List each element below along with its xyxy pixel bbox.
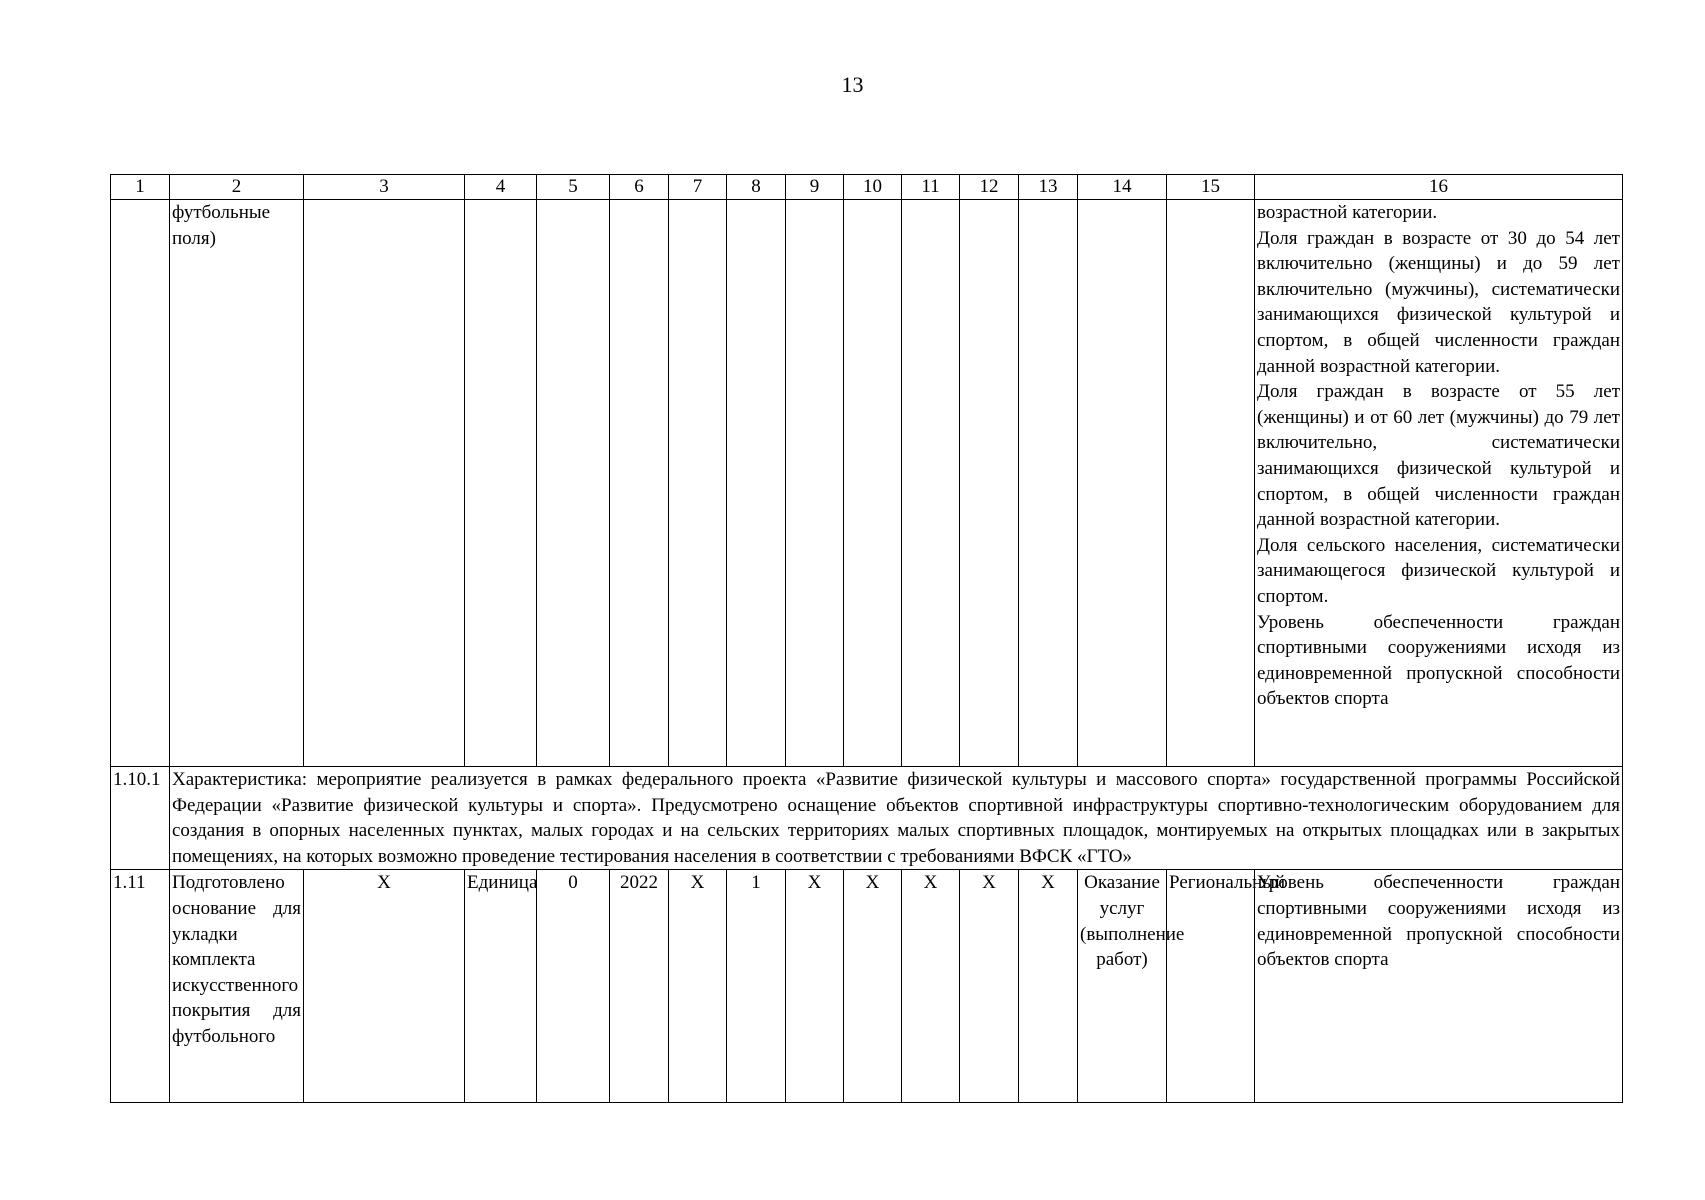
table-cell [610, 200, 669, 767]
header-cell: 10 [844, 175, 902, 200]
header-cell: 2 [170, 175, 304, 200]
header-cell: 6 [610, 175, 669, 200]
header-cell: 4 [465, 175, 537, 200]
table-cell [960, 200, 1019, 767]
table-cell-name: футбольные поля) [170, 200, 304, 767]
table-cell-year: 2022 [610, 870, 669, 1103]
table-cell-level: Региональный [1167, 870, 1255, 1103]
table-cell [537, 200, 610, 767]
table-cell [1167, 200, 1255, 767]
table-cell [304, 200, 465, 767]
header-cell: 13 [1019, 175, 1078, 200]
header-cell: 14 [1078, 175, 1167, 200]
table-cell: X [960, 870, 1019, 1103]
header-cell: 9 [786, 175, 844, 200]
table-cell: 0 [537, 870, 610, 1103]
table-cell: X [902, 870, 960, 1103]
characteristic-text: Характеристика: мероприятие реализуется в рамках федерального проекта «Развитие физической культуры и массового спорта» государственной программы Российской Федерации «Развитие физической культуры и спорта». Предусмотрено оснащение объектов спортивной инфраструктуры спортивно-технологическим оборудованием для создания в опорных населенных пунктах, малых городах и на сельских территориях малых спортивных площадок, монтируемых на открытых площадках или в закрытых помещениях, на которых возможно проведение тестирования населения в соответствии с требованиями ВФСК «ГТО» [170, 767, 1623, 870]
row-number: 1.10.1 [111, 767, 170, 870]
column-number-row [111, 175, 1623, 200]
table-row-1-11 [111, 870, 1623, 1103]
header-cell: 1 [111, 175, 170, 200]
table-cell-indicators [1255, 200, 1623, 767]
header-cell: 8 [727, 175, 786, 200]
table-cell [111, 200, 170, 767]
table-cell: 1 [727, 870, 786, 1103]
header-cell: 15 [1167, 175, 1255, 200]
header-cell: 3 [304, 175, 465, 200]
table-cell [902, 200, 960, 767]
measures-table [110, 174, 1623, 1103]
header-cell: 11 [902, 175, 960, 200]
table-cell [1019, 200, 1078, 767]
table-cell [1078, 200, 1167, 767]
table-cell-name: Подготовлено основание для укладки комплекта искусственного покрытия для футбольного [170, 870, 304, 1103]
table-row-1-10-1 [111, 767, 1623, 870]
header-cell: 12 [960, 175, 1019, 200]
table-cell [844, 200, 902, 767]
table-cell: X [786, 870, 844, 1103]
header-cell: 16 [1255, 175, 1623, 200]
header-cell: 5 [537, 175, 610, 200]
table-cell [669, 200, 727, 767]
table-cell [465, 200, 537, 767]
table-cell-result-type: Оказание услуг (выполнение работ) [1078, 870, 1167, 1103]
table-row-continuation [111, 200, 1623, 767]
table-cell: X [1019, 870, 1078, 1103]
table-cell: X [844, 870, 902, 1103]
indicator-paragraph: возрастной категории. [1257, 202, 1438, 223]
indicator-paragraph: Уровень обеспеченности граждан спортивными сооружениями исходя из единовременной пропускной способности объектов спорта [1257, 611, 1620, 710]
indicator-paragraph: Доля граждан в возрасте от 30 до 54 лет включительно (женщины) и до 59 лет включительно (мужчины), систематически занимающихся физической культурой и спортом, в общей численности граждан данной возрастной категории. [1257, 227, 1620, 377]
header-cell: 7 [669, 175, 727, 200]
indicator-paragraph: Доля сельского населения, систематически занимающегося физической культурой и спортом. [1257, 534, 1620, 607]
table-cell [727, 200, 786, 767]
table-cell-indicators: Уровень обеспеченности граждан спортивными сооружениями исходя из единовременной пропускной способности объектов спорта [1255, 870, 1623, 1103]
table-cell: X [304, 870, 465, 1103]
table-cell: X [669, 870, 727, 1103]
row-number: 1.11 [111, 870, 170, 1103]
indicator-paragraph: Доля граждан в возрасте от 55 лет (женщины) и от 60 лет (мужчины) до 79 лет включительно, систематически занимающихся физической культурой и спортом, в общей численности граждан данной возрастной категории. [1257, 381, 1620, 531]
table-cell [786, 200, 844, 767]
page-number: 13 [841, 72, 864, 97]
table-cell-unit: Единица [465, 870, 537, 1103]
